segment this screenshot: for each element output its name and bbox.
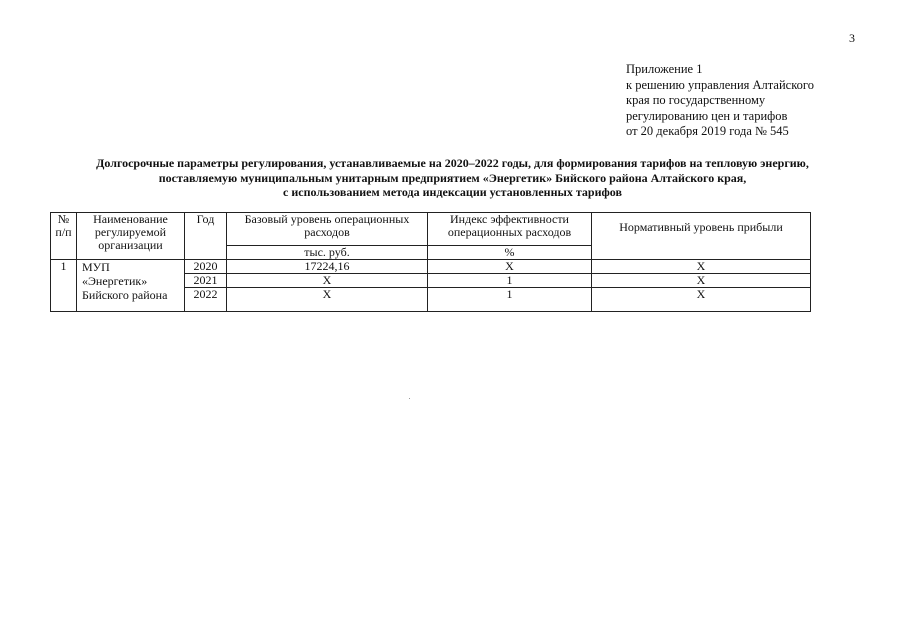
cell-efficiency-index: 1	[428, 288, 592, 312]
unit-base-costs: тыс. руб.	[227, 246, 428, 260]
cell-year: 2022	[185, 288, 227, 312]
header-profit-level: Нормативный уровень прибыли	[592, 213, 811, 260]
cell-base-costs: X	[227, 274, 428, 288]
header-base-costs: Базовый уровень операционных расходов	[227, 213, 428, 246]
cell-profit-level: X	[592, 274, 811, 288]
regulation-parameters-table	[50, 212, 811, 312]
header-efficiency-index: Индекс эффективности операционных расходов	[428, 213, 592, 246]
unit-efficiency-index: %	[428, 246, 592, 260]
header-organization: Наименование регулируемой организации	[77, 213, 185, 260]
organization-line: МУП	[82, 260, 110, 274]
cell-year: 2021	[185, 274, 227, 288]
appendix-line: к решению управления Алтайского	[626, 77, 814, 92]
cell-year: 2020	[185, 260, 227, 274]
cell-organization	[77, 260, 185, 312]
cell-row-number: 1	[51, 260, 77, 312]
cell-base-costs: X	[227, 288, 428, 312]
cell-profit-level: X	[592, 260, 811, 274]
document-heading	[40, 156, 865, 200]
heading-line: поставляемую муниципальным унитарным предприятием «Энергетик» Бийского района Алтайского края,	[158, 170, 747, 185]
organization-line: «Энергетик»	[82, 274, 148, 288]
cell-base-costs: 17224,16	[227, 260, 428, 274]
cell-profit-level: X	[592, 288, 811, 312]
appendix-line: края по государственному	[626, 93, 766, 107]
appendix-line: Приложение 1	[626, 62, 703, 76]
appendix-block	[626, 62, 814, 140]
appendix-line: от 20 декабря 2019 года № 545	[626, 124, 789, 138]
header-number: № п/п	[51, 213, 77, 260]
header-year: Год	[185, 213, 227, 260]
page-number: 3	[849, 31, 855, 45]
cell-efficiency-index: X	[428, 260, 592, 274]
cell-efficiency-index: 1	[428, 274, 592, 288]
heading-line: Долгосрочные параметры регулирования, устанавливаемые на 2020–2022 годы, для формирования тарифов на тепловую энергию,	[96, 156, 809, 170]
table-row	[51, 260, 811, 274]
appendix-line: регулированию цен и тарифов	[626, 108, 788, 123]
heading-line: с использованием метода индексации установленных тарифов	[283, 185, 622, 199]
organization-line: Бийского района	[82, 288, 168, 302]
scan-speck	[409, 398, 410, 399]
